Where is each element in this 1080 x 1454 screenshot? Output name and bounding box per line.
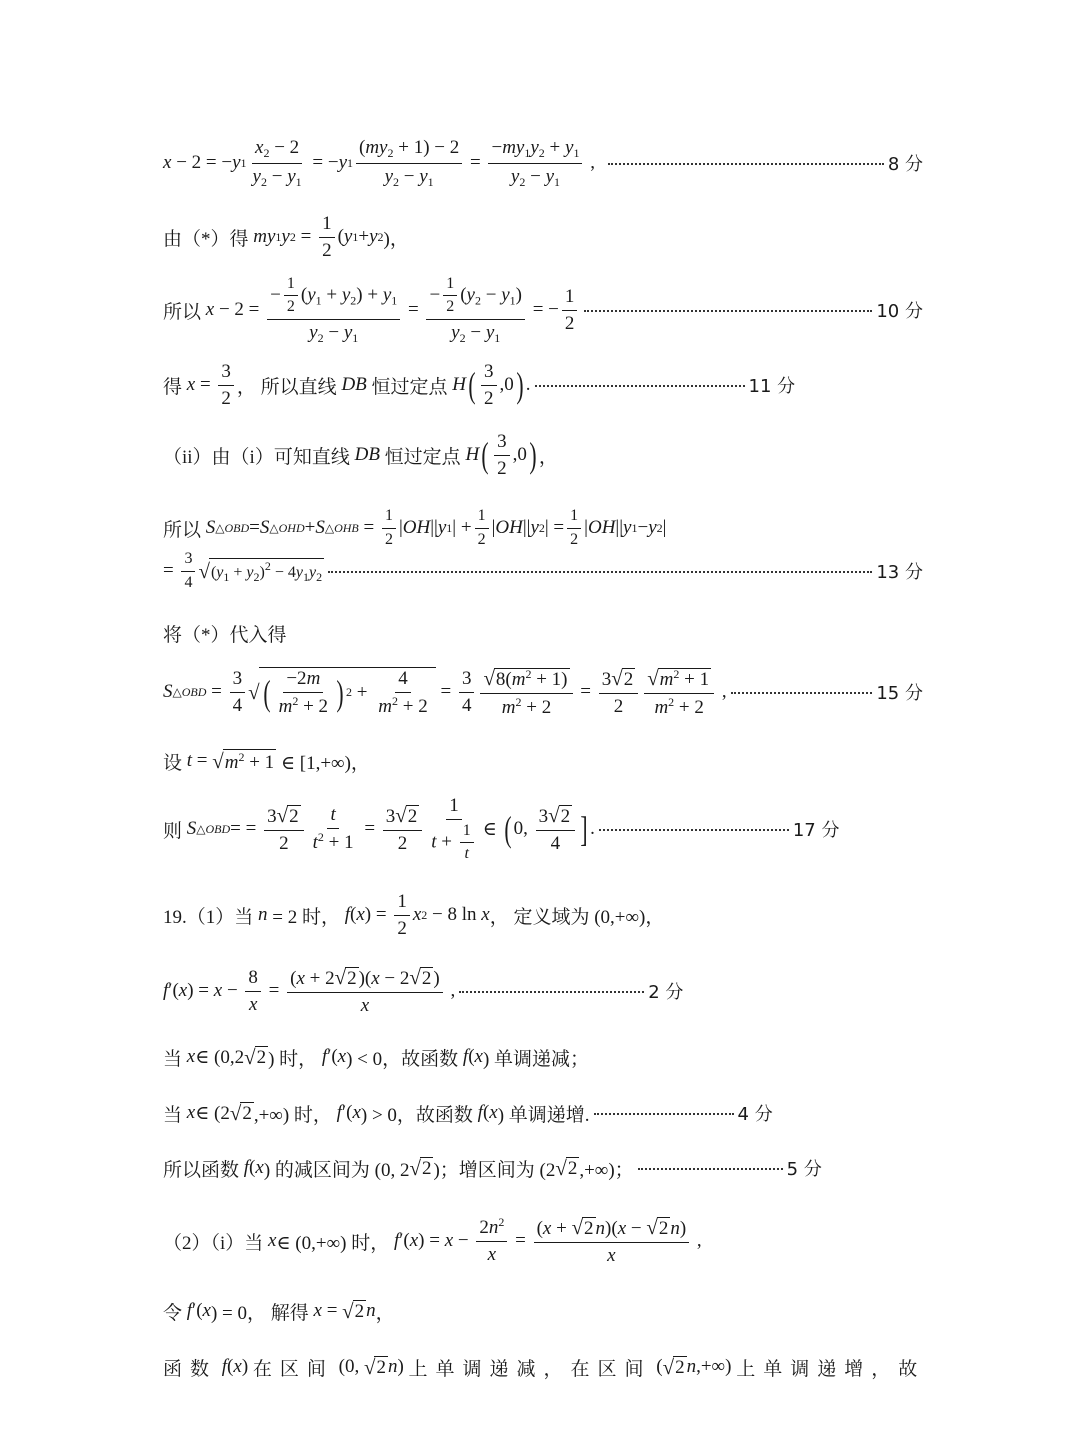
solution-line-15: 当 x ∈ (2 √ 2 ,+∞) 时， f ′( x ) > 0，故函数 f ( x ) 单调递增. 4 分 (163, 1100, 773, 1126)
leader-dots (459, 990, 644, 993)
solution-line-4: 得 x = $\frac{3}{2}$ ， 所以直线 DB 恒过定点 H ( $\frac{3}{2}$ ,0 ) . 11 分 (163, 360, 796, 409)
solution-line-10: 设 t = √ $m^2 + 1$ ∈ [1,+∞)， (163, 748, 370, 774)
score-label: 5 分 (786, 1159, 822, 1180)
solution-line-17: （2）（i）当 x ∈ (0,+∞) 时， f ′( x ) = x − $\frac{2n^2}{x}$ = $\frac{(x + √2 n)(x - √2 n)}{x}$ , (163, 1215, 702, 1266)
score-label: 2 分 (648, 982, 684, 1003)
solution-line-9: S △OBD = $\frac{3}{4}$ √ ( $\frac{-2m}{m^2 + 2}$ ) 2 + $\frac{4}{m^2 + 2}$ = $\frac{3}{4}$ $\frac{√8(m^2 + 1)}{m^2 + 2}$ = $\frac{3√2}{2}$ $\frac{√m^2 + 1}{m^2 + 2}$ , 15 分 (163, 665, 923, 718)
solution-line-2: 由（*）得 my 1 y 2 = $\frac{1}{2}$ ( y 1 + y 2 )， (163, 212, 409, 261)
leader-dots (638, 1167, 783, 1170)
score-label: 17 分 (792, 820, 840, 841)
solution-line-16: 所以函数 f ( x ) 的减区间为 (0, 2 √ 2 )；增区间为 (2 √ 2 ,+∞)； 5 分 (163, 1155, 822, 1181)
score-label: 13 分 (876, 562, 923, 583)
solution-line-18: 令 f ′( x ) = 0， 解得 x = √ 2 n ， (163, 1298, 395, 1324)
score-label: 4 分 (737, 1104, 773, 1125)
leader-dots (584, 309, 872, 312)
solution-line-11: 则 S △OBD = = $\frac{3√2}{2}$ $\frac{t}{t^2 + 1}$ = $\frac{3√2}{2}$ 1 t + $\frac{1}{t}$ ∈ ( 0, $\frac{3√2}{4}$ ] . 17 分 (163, 794, 840, 862)
score-label: 15 分 (876, 683, 923, 704)
solution-line-14: 当 x ∈ (0,2 √ 2 ) 时， f ′( x ) < 0，故函数 f ( x ) 单调递减； (163, 1044, 590, 1070)
leader-dots (731, 691, 873, 694)
leader-dots (608, 162, 883, 165)
leader-dots (599, 828, 789, 831)
score-label: 10 分 (876, 301, 923, 322)
solution-line-5: （ii）由（i）可知直线 DB 恒过定点 H ( $\frac{3}{2}$ ,0 ) ， (163, 430, 558, 479)
solution-line-6: 所以 S △OBD = S △OHD + S △OHB = $\frac{1}{2}$ | OH || y 1 | + $\frac{1}{2}$ | OH || y 2 | = $\frac{1}{2}$ | OH || y 1 − y 2 | (163, 507, 667, 548)
solution-line-19: 函数 f ( x ) 在区间 (0, √ 2 n ) 上单调递减，在区间 ( √ 2 n ,+∞) 上单调递增，故 (163, 1354, 926, 1380)
score-label: 11 分 (748, 376, 796, 397)
leader-dots (328, 570, 872, 573)
substitute-text: 将（*）代入得 (163, 624, 287, 646)
leader-dots (594, 1112, 734, 1115)
solution-line-12: 19.（1）当 n = 2 时， f ( x ) = $\frac{1}{2}$ x 2 − 8 ln x ， 定义域为 (0,+∞)， (163, 890, 665, 939)
solution-line-3: 所以 x − 2 = − $\frac{1}{2}$ $(y_1 + y_2) + y_1$ $y_2 - y_1$ = − $\frac{1}{2}$ $(y_2 - y_1)$ $y_2 - y_1$ = − $\frac{1}{2}$ 10 分 (163, 274, 923, 345)
solution-line-1: x − 2 = − y 1 $\frac{x_2 - 2}{y_2 - y_1}$ = − y 1 $\frac{(my_2 + 1) - 2}{y_2 - y_1}$ = $\frac{-my_1y_2 + y_1}{y_2 - y_1}$ , 8 分 (163, 136, 923, 189)
solution-line-8 (163, 618, 923, 648)
leader-dots (535, 384, 745, 387)
solution-line-13: f ′( x ) = x − $\frac{8}{x}$ = $\frac{(x + 2√2 )(x - 2√2 )}{x}$ , 2 分 (163, 965, 684, 1016)
solution-line-7: = $\frac{3}{4}$ √ $(y_1 + y_2)^2 - 4y_1y_2$ 13 分 (163, 550, 923, 591)
score-label: 8 分 (887, 154, 923, 175)
